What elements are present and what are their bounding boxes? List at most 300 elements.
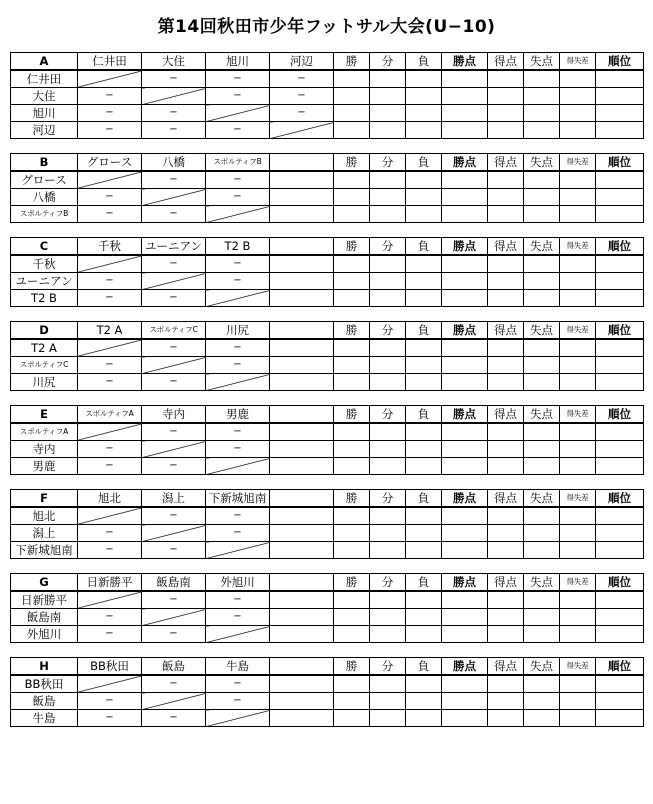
group-header-row xyxy=(11,154,644,172)
stat-cell xyxy=(524,374,560,391)
stat-cell xyxy=(596,542,644,559)
mirror-cell: − xyxy=(78,542,142,559)
stat-cell xyxy=(596,88,644,105)
stat-cell xyxy=(406,189,442,206)
stat-header: 勝 xyxy=(334,53,370,71)
empty-cell xyxy=(270,710,334,727)
empty-cell xyxy=(270,609,334,626)
self-match-cell xyxy=(206,374,270,391)
mirror-cell: − xyxy=(78,693,142,710)
empty-header xyxy=(270,490,334,508)
stat-header: 負 xyxy=(406,490,442,508)
stat-cell xyxy=(524,710,560,727)
self-match-cell xyxy=(206,206,270,223)
stat-header: 失点 xyxy=(524,574,560,592)
result-cell: − xyxy=(206,525,270,542)
result-cell: − xyxy=(206,507,270,525)
result-cell: − xyxy=(206,357,270,374)
result-cell: − xyxy=(142,507,206,525)
stat-cell xyxy=(560,70,596,88)
mirror-cell: − xyxy=(142,290,206,307)
stat-cell xyxy=(488,255,524,273)
stat-cell xyxy=(370,423,406,441)
stat-header: 得失差 xyxy=(560,574,596,592)
stat-cell xyxy=(370,675,406,693)
stat-header: 勝 xyxy=(334,406,370,424)
stat-cell xyxy=(488,105,524,122)
stat-header: 負 xyxy=(406,406,442,424)
stat-cell xyxy=(442,591,488,609)
stat-cell xyxy=(488,507,524,525)
stat-cell xyxy=(560,609,596,626)
stat-cell xyxy=(488,339,524,357)
self-match-cell xyxy=(142,441,206,458)
stat-header: 得点 xyxy=(488,574,524,592)
stat-cell xyxy=(442,339,488,357)
self-match-cell xyxy=(206,290,270,307)
stat-header: 失点 xyxy=(524,322,560,340)
stat-cell xyxy=(370,374,406,391)
stat-header: 勝点 xyxy=(442,322,488,340)
stat-cell xyxy=(334,374,370,391)
stat-header: 分 xyxy=(370,322,406,340)
stat-cell xyxy=(524,189,560,206)
stat-cell xyxy=(560,171,596,189)
stat-cell xyxy=(488,525,524,542)
stat-header: 負 xyxy=(406,154,442,172)
result-cell: − xyxy=(206,423,270,441)
result-cell: − xyxy=(206,441,270,458)
stat-header: 分 xyxy=(370,658,406,676)
stat-cell xyxy=(524,255,560,273)
stat-cell xyxy=(370,290,406,307)
stat-cell xyxy=(370,357,406,374)
stat-cell xyxy=(442,441,488,458)
stat-header: 分 xyxy=(370,574,406,592)
empty-header xyxy=(270,154,334,172)
stat-cell xyxy=(524,290,560,307)
stat-cell xyxy=(560,626,596,643)
team-row xyxy=(11,122,644,139)
stat-cell xyxy=(560,357,596,374)
stat-header: 得失差 xyxy=(560,238,596,256)
stat-cell xyxy=(406,88,442,105)
empty-header xyxy=(270,574,334,592)
stat-cell xyxy=(406,591,442,609)
empty-header xyxy=(270,658,334,676)
result-cell: − xyxy=(142,423,206,441)
stat-cell xyxy=(560,88,596,105)
stat-cell xyxy=(596,591,644,609)
stat-cell xyxy=(488,626,524,643)
stat-cell xyxy=(442,626,488,643)
stat-cell xyxy=(406,374,442,391)
stat-cell xyxy=(560,374,596,391)
stat-cell xyxy=(596,105,644,122)
stat-header: 負 xyxy=(406,658,442,676)
opponent-header: 旭川 xyxy=(206,53,270,71)
stat-cell xyxy=(334,507,370,525)
stat-cell xyxy=(488,122,524,139)
team-row xyxy=(11,206,644,223)
stat-header: 勝点 xyxy=(442,658,488,676)
stat-header: 勝点 xyxy=(442,53,488,71)
empty-cell xyxy=(270,525,334,542)
mirror-cell: − xyxy=(142,374,206,391)
mirror-cell: − xyxy=(78,458,142,475)
group-table-a xyxy=(10,52,644,139)
stat-cell xyxy=(488,591,524,609)
team-name: 大住 xyxy=(11,88,78,105)
stat-cell xyxy=(442,525,488,542)
mirror-cell: − xyxy=(206,122,270,139)
stat-cell xyxy=(524,458,560,475)
stat-cell xyxy=(406,290,442,307)
team-name: 牛島 xyxy=(11,710,78,727)
self-match-cell xyxy=(142,273,206,290)
stat-cell xyxy=(524,423,560,441)
stat-cell xyxy=(370,458,406,475)
stat-cell xyxy=(442,255,488,273)
stat-header: 勝点 xyxy=(442,154,488,172)
self-match-cell xyxy=(142,357,206,374)
team-name: 男鹿 xyxy=(11,458,78,475)
result-cell: − xyxy=(206,70,270,88)
stat-header: 得点 xyxy=(488,322,524,340)
stat-cell xyxy=(334,290,370,307)
stat-cell xyxy=(334,542,370,559)
stat-cell xyxy=(334,339,370,357)
stat-cell xyxy=(370,542,406,559)
stat-cell xyxy=(488,609,524,626)
stat-cell xyxy=(370,206,406,223)
stat-cell xyxy=(560,710,596,727)
stat-header: 勝点 xyxy=(442,574,488,592)
team-row xyxy=(11,189,644,206)
opponent-header: 潟上 xyxy=(142,490,206,508)
result-cell: − xyxy=(142,339,206,357)
stat-header: 失点 xyxy=(524,658,560,676)
stat-cell xyxy=(488,206,524,223)
team-row xyxy=(11,626,644,643)
group-header-row xyxy=(11,490,644,508)
stat-cell xyxy=(334,710,370,727)
result-cell: − xyxy=(206,189,270,206)
group-table-d xyxy=(10,321,644,391)
team-row xyxy=(11,693,644,710)
stat-cell xyxy=(488,189,524,206)
team-name: 日新勝平 xyxy=(11,591,78,609)
group-name: A xyxy=(11,53,78,71)
empty-cell xyxy=(270,626,334,643)
stat-cell xyxy=(560,507,596,525)
stat-header: 勝点 xyxy=(442,490,488,508)
stat-cell xyxy=(442,507,488,525)
stat-cell xyxy=(596,609,644,626)
stat-header: 失点 xyxy=(524,53,560,71)
group-table-b xyxy=(10,153,644,223)
mirror-cell: − xyxy=(78,88,142,105)
result-cell: − xyxy=(206,255,270,273)
stat-cell xyxy=(370,591,406,609)
team-row xyxy=(11,710,644,727)
team-row xyxy=(11,423,644,441)
mirror-cell: − xyxy=(78,290,142,307)
empty-cell xyxy=(270,357,334,374)
stat-cell xyxy=(334,591,370,609)
mirror-cell: − xyxy=(142,542,206,559)
result-cell: − xyxy=(270,88,334,105)
stat-header: 分 xyxy=(370,238,406,256)
mirror-cell: − xyxy=(78,609,142,626)
stat-cell xyxy=(596,189,644,206)
stat-cell xyxy=(406,122,442,139)
stat-cell xyxy=(524,542,560,559)
stat-cell xyxy=(488,374,524,391)
stat-cell xyxy=(442,290,488,307)
opponent-header: T2 B xyxy=(206,238,270,256)
stat-cell xyxy=(596,70,644,88)
team-row xyxy=(11,357,644,374)
stat-cell xyxy=(370,710,406,727)
stat-header: 順位 xyxy=(596,490,644,508)
team-row xyxy=(11,290,644,307)
opponent-header: スポルティフB xyxy=(206,154,270,172)
stat-cell xyxy=(596,525,644,542)
mirror-cell: − xyxy=(142,105,206,122)
opponent-header: 飯島南 xyxy=(142,574,206,592)
team-name: BB秋田 xyxy=(11,675,78,693)
stat-cell xyxy=(406,105,442,122)
stat-cell xyxy=(442,357,488,374)
self-match-cell xyxy=(78,507,142,525)
stat-cell xyxy=(370,273,406,290)
empty-cell xyxy=(270,693,334,710)
stat-cell xyxy=(596,626,644,643)
team-name: 飯島南 xyxy=(11,609,78,626)
result-cell: − xyxy=(142,675,206,693)
stat-cell xyxy=(524,171,560,189)
stat-cell xyxy=(370,693,406,710)
stat-cell xyxy=(524,70,560,88)
empty-cell xyxy=(270,171,334,189)
stat-cell xyxy=(334,88,370,105)
stat-cell xyxy=(596,458,644,475)
stat-header: 分 xyxy=(370,490,406,508)
empty-cell xyxy=(270,423,334,441)
team-row xyxy=(11,339,644,357)
stat-cell xyxy=(560,105,596,122)
team-row xyxy=(11,105,644,122)
mirror-cell: − xyxy=(78,710,142,727)
stat-cell xyxy=(488,70,524,88)
stat-cell xyxy=(406,458,442,475)
team-row xyxy=(11,255,644,273)
stat-cell xyxy=(442,609,488,626)
team-row xyxy=(11,675,644,693)
stat-cell xyxy=(524,441,560,458)
stat-cell xyxy=(370,626,406,643)
mirror-cell: − xyxy=(78,626,142,643)
stat-cell xyxy=(560,189,596,206)
team-name: 千秋 xyxy=(11,255,78,273)
stat-cell xyxy=(442,122,488,139)
stat-cell xyxy=(442,105,488,122)
stat-cell xyxy=(488,542,524,559)
team-row xyxy=(11,70,644,88)
stat-cell xyxy=(596,423,644,441)
group-header-row xyxy=(11,658,644,676)
team-name: グロース xyxy=(11,171,78,189)
mirror-cell: − xyxy=(78,374,142,391)
opponent-header: スポルティフA xyxy=(78,406,142,424)
opponent-header: グロース xyxy=(78,154,142,172)
stat-cell xyxy=(560,339,596,357)
self-match-cell xyxy=(206,105,270,122)
stat-cell xyxy=(334,357,370,374)
result-cell: − xyxy=(270,105,334,122)
stat-cell xyxy=(488,675,524,693)
team-name: 飯島 xyxy=(11,693,78,710)
team-name: 旭川 xyxy=(11,105,78,122)
stat-cell xyxy=(596,374,644,391)
self-match-cell xyxy=(142,609,206,626)
stat-cell xyxy=(370,70,406,88)
mirror-cell: − xyxy=(78,189,142,206)
stat-cell xyxy=(488,290,524,307)
stat-header: 分 xyxy=(370,53,406,71)
self-match-cell xyxy=(78,70,142,88)
self-match-cell xyxy=(142,189,206,206)
team-row xyxy=(11,609,644,626)
group-header-row xyxy=(11,53,644,71)
stat-header: 得失差 xyxy=(560,53,596,71)
stat-header: 得失差 xyxy=(560,658,596,676)
stat-cell xyxy=(560,441,596,458)
opponent-header: 大住 xyxy=(142,53,206,71)
stat-cell xyxy=(524,525,560,542)
opponent-header: 日新勝平 xyxy=(78,574,142,592)
empty-cell xyxy=(270,591,334,609)
team-name: 河辺 xyxy=(11,122,78,139)
stat-cell xyxy=(524,105,560,122)
stat-cell xyxy=(596,441,644,458)
opponent-header: BB秋田 xyxy=(78,658,142,676)
stat-cell xyxy=(488,88,524,105)
empty-cell xyxy=(270,255,334,273)
team-row xyxy=(11,591,644,609)
stat-cell xyxy=(442,273,488,290)
stat-cell xyxy=(560,206,596,223)
stat-cell xyxy=(442,374,488,391)
mirror-cell: − xyxy=(142,710,206,727)
stat-cell xyxy=(334,423,370,441)
team-name: スポルティフC xyxy=(11,357,78,374)
self-match-cell xyxy=(78,423,142,441)
stat-cell xyxy=(370,339,406,357)
stat-header: 得失差 xyxy=(560,322,596,340)
group-table-g xyxy=(10,573,644,643)
group-table-h xyxy=(10,657,644,727)
self-match-cell xyxy=(206,458,270,475)
self-match-cell xyxy=(270,122,334,139)
stat-header: 順位 xyxy=(596,574,644,592)
stat-cell xyxy=(488,710,524,727)
stat-cell xyxy=(488,693,524,710)
team-name: 旭北 xyxy=(11,507,78,525)
stat-header: 得点 xyxy=(488,53,524,71)
empty-cell xyxy=(270,374,334,391)
opponent-header: 男鹿 xyxy=(206,406,270,424)
stat-cell xyxy=(488,441,524,458)
group-name: C xyxy=(11,238,78,256)
stat-cell xyxy=(560,290,596,307)
empty-cell xyxy=(270,507,334,525)
stat-cell xyxy=(524,507,560,525)
team-name: 仁井田 xyxy=(11,70,78,88)
empty-cell xyxy=(270,273,334,290)
team-row xyxy=(11,273,644,290)
empty-header xyxy=(270,238,334,256)
stat-cell xyxy=(560,458,596,475)
self-match-cell xyxy=(78,171,142,189)
empty-cell xyxy=(270,189,334,206)
stat-cell xyxy=(488,458,524,475)
stat-cell xyxy=(560,675,596,693)
group-header-row xyxy=(11,322,644,340)
empty-cell xyxy=(270,458,334,475)
empty-cell xyxy=(270,206,334,223)
stat-cell xyxy=(442,206,488,223)
mirror-cell: − xyxy=(78,122,142,139)
stat-cell xyxy=(370,507,406,525)
stat-cell xyxy=(370,609,406,626)
self-match-cell xyxy=(206,626,270,643)
stat-cell xyxy=(370,105,406,122)
team-row xyxy=(11,458,644,475)
stat-header: 得失差 xyxy=(560,154,596,172)
result-cell: − xyxy=(206,171,270,189)
opponent-header: スポルティフC xyxy=(142,322,206,340)
team-name: ユーニアン xyxy=(11,273,78,290)
stat-header: 負 xyxy=(406,322,442,340)
team-name: 八橋 xyxy=(11,189,78,206)
stat-cell xyxy=(334,525,370,542)
stat-cell xyxy=(334,189,370,206)
stat-header: 負 xyxy=(406,574,442,592)
mirror-cell: − xyxy=(78,441,142,458)
result-cell: − xyxy=(142,255,206,273)
team-name: 下新城旭南 xyxy=(11,542,78,559)
stat-cell xyxy=(406,609,442,626)
stat-cell xyxy=(524,273,560,290)
opponent-header: 飯島 xyxy=(142,658,206,676)
stat-cell xyxy=(334,206,370,223)
group-name: B xyxy=(11,154,78,172)
stat-cell xyxy=(524,675,560,693)
stat-cell xyxy=(334,255,370,273)
team-row xyxy=(11,507,644,525)
stat-cell xyxy=(596,507,644,525)
group-table-f xyxy=(10,489,644,559)
stat-cell xyxy=(406,206,442,223)
stat-cell xyxy=(596,675,644,693)
stat-cell xyxy=(370,122,406,139)
result-cell: − xyxy=(206,339,270,357)
stat-header: 順位 xyxy=(596,154,644,172)
stat-cell xyxy=(334,609,370,626)
result-cell: − xyxy=(206,273,270,290)
